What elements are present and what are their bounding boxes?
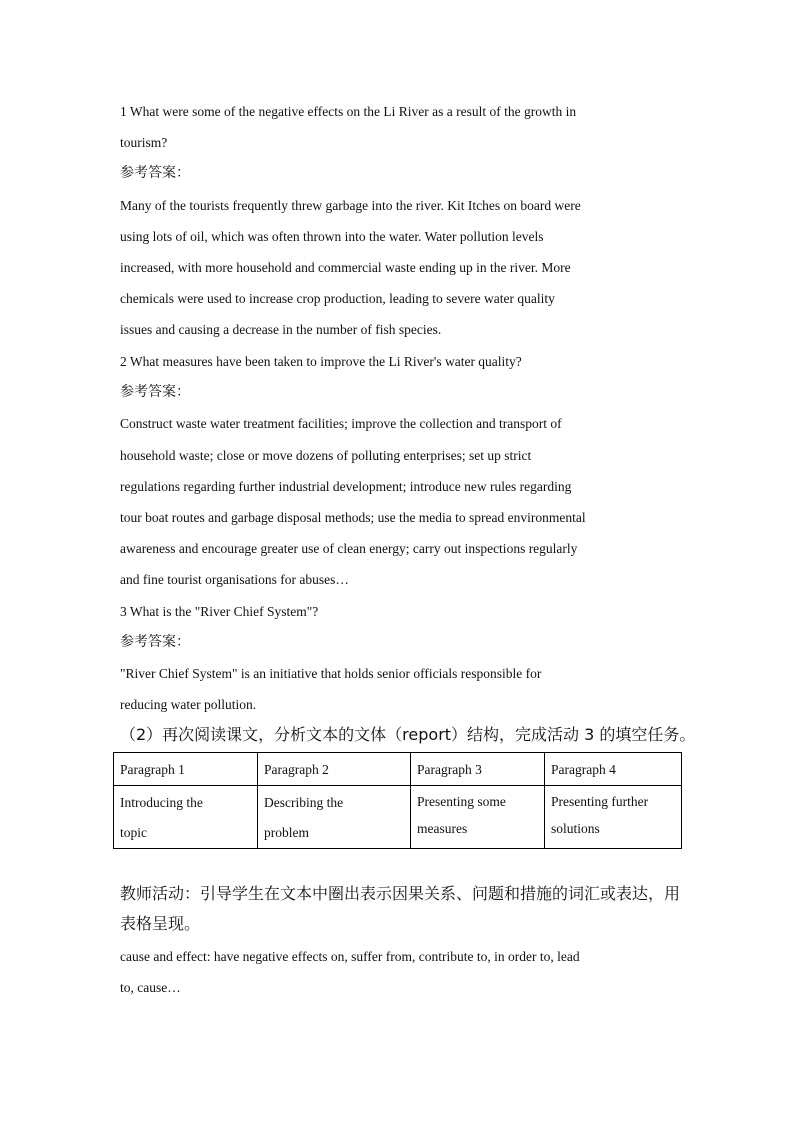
answer-2-line-4: tour boat routes and garbage disposal methods; use the media to spread environmental bbox=[120, 510, 586, 525]
question-2-line-1: 2 What measures have been taken to improve the Li River's water quality? bbox=[120, 354, 522, 369]
cause-effect-line-1: cause and effect: have negative effects on, suffer from, contribute to, in order to, lead bbox=[120, 949, 580, 964]
cell-line: measures bbox=[417, 821, 468, 836]
answer-2-line-1: Construct waste water treatment facilities; improve the collection and transport of bbox=[120, 416, 562, 431]
answer-1-line-3: increased, with more household and commercial waste ending up in the river. More bbox=[120, 260, 571, 275]
teacher-activity-line-2: 表格呈现。 bbox=[120, 914, 201, 933]
answer-2-line-5: awareness and encourage greater use of clean energy; carry out inspections regularly bbox=[120, 541, 578, 556]
answer-label-3: 参考答案： bbox=[120, 634, 190, 650]
answer-label-1: 参考答案： bbox=[120, 165, 190, 181]
task-instruction: （2）再次阅读课文，分析文本的文体（report）结构，完成活动 3 的填空任务。 bbox=[120, 725, 696, 744]
answer-3-line-1: "River Chief System" is an initiative that holds senior officials responsible for bbox=[120, 666, 542, 681]
answer-2-line-3: regulations regarding further industrial development; introduce new rules regarding bbox=[120, 479, 572, 494]
cell-line: Describing the bbox=[264, 795, 344, 810]
table-header-cell: Paragraph 4 bbox=[545, 753, 682, 786]
paragraph-structure-table bbox=[113, 752, 682, 849]
question-1-line-1: 1 What were some of the negative effects on the Li River as a result of the growth in bbox=[120, 104, 577, 119]
answer-label-2: 参考答案： bbox=[120, 384, 190, 400]
cell-line: Presenting some bbox=[417, 794, 506, 809]
cell-line: topic bbox=[120, 825, 147, 840]
answer-1-line-4: chemicals were used to increase crop production, leading to severe water quality bbox=[120, 291, 555, 306]
teacher-activity-line-1: 教师活动：引导学生在文本中圈出表示因果关系、问题和措施的词汇或表达，用 bbox=[120, 884, 681, 903]
table-header-cell: Paragraph 2 bbox=[258, 753, 411, 786]
table-header-cell: Paragraph 1 bbox=[114, 753, 258, 786]
cell-line: problem bbox=[264, 825, 309, 840]
table-header-row bbox=[114, 753, 682, 786]
answer-1-line-1: Many of the tourists frequently threw garbage into the river. Kit Itches on board were bbox=[120, 198, 581, 213]
question-1-line-2: tourism? bbox=[120, 135, 168, 150]
table-cell bbox=[114, 786, 258, 849]
table-cell bbox=[258, 786, 411, 849]
answer-2-line-6: and fine tourist organisations for abuses… bbox=[120, 572, 349, 587]
table-cell bbox=[545, 786, 682, 849]
answer-2-line-2: household waste; close or move dozens of polluting enterprises; set up strict bbox=[120, 448, 532, 463]
cell-line: Presenting further bbox=[551, 794, 649, 809]
cell-line: solutions bbox=[551, 821, 600, 836]
answer-1-line-2: using lots of oil, which was often thrown into the water. Water pollution levels bbox=[120, 229, 544, 244]
table-row bbox=[114, 786, 682, 849]
cause-effect-line-2: to, cause… bbox=[120, 980, 181, 995]
table-header-cell: Paragraph 3 bbox=[411, 753, 545, 786]
cell-line: Introducing the bbox=[120, 795, 203, 810]
answer-3-line-2: reducing water pollution. bbox=[120, 697, 257, 712]
question-3-line-1: 3 What is the "River Chief System"? bbox=[120, 604, 319, 619]
answer-1-line-5: issues and causing a decrease in the number of fish species. bbox=[120, 322, 442, 337]
table-cell bbox=[411, 786, 545, 849]
